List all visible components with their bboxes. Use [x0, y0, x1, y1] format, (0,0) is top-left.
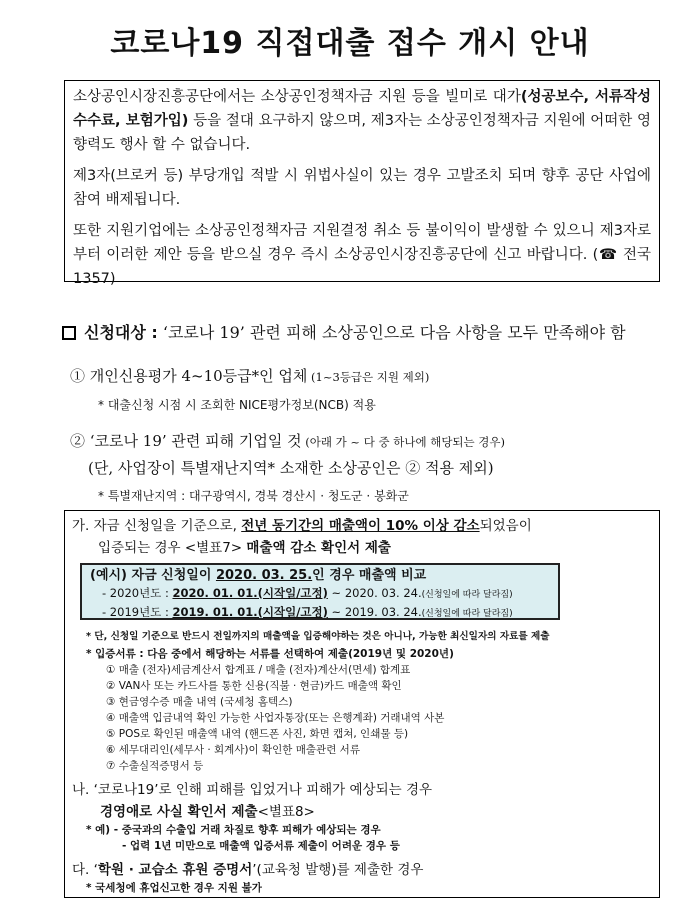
proof-document-list	[106, 662, 444, 774]
example-text: - 2020년도 :	[102, 586, 173, 600]
criteria-na-line2	[100, 800, 315, 820]
list-item: ⑤ POS로 확인된 매출액 내역 (핸드폰 사진, 화면 캡쳐, 인쇄물 등)	[106, 728, 409, 740]
ga-emphasis: 전년 동기간의 매출액이 10% 이상 감소	[241, 518, 480, 534]
criteria-text: ① 개인신용평가 4~10등급*인 업체	[70, 367, 308, 385]
section-heading	[62, 320, 626, 343]
list-item: ⑥ 세무대리인(세무사 · 회계사)이 확인한 매출관련 서류	[106, 744, 360, 756]
criteria-item-1-sub: * 대출신청 시점 시 조회한 NICE평가정보(NCB) 적용	[98, 398, 376, 412]
criteria-item-1	[70, 365, 429, 386]
ga-emphasis: 매출액 감소 확인서 제출	[246, 540, 391, 556]
checkbox-square-icon	[62, 326, 76, 340]
example-date: 2020. 03. 25.	[215, 568, 313, 583]
da-emphasis: 학원 · 교습소 휴원 증명서	[97, 862, 253, 878]
example-title	[90, 567, 550, 585]
criteria-da	[72, 858, 423, 878]
example-box	[80, 563, 560, 620]
criteria-na: 나. ‘코로나19’로 인해 피해를 입었거나 피해가 예상되는 경우	[72, 782, 433, 798]
notice-text: 소상공인시장진흥공단에서는 소상공인정책자금 지원 등을 빌미로 대가	[73, 89, 521, 105]
example-text: (예시) 자금 신청일이	[90, 568, 216, 583]
example-text: 인 경우 매출액 비교	[312, 568, 427, 583]
example-date: 2020. 01. 01.(시작일/고정)	[172, 586, 328, 600]
na-text: <별표8>	[257, 804, 315, 820]
na-example-2: - 업력 1년 미만으로 매출액 입증서류 제출이 어려운 경우 등	[122, 840, 400, 852]
ga-text: 되었음이	[479, 518, 532, 534]
criteria-item-2-exception: (단, 사업장이 특별재난지역* 소재한 소상공인은 ② 적용 제외)	[88, 459, 494, 477]
da-note: * 국세청에 휴업신고한 경우 지원 불가	[86, 882, 262, 894]
example-note: (신청일에 따라 달라짐)	[421, 609, 513, 619]
list-item: ⑦ 수출실적증명서 등	[106, 760, 204, 772]
example-row-2019	[90, 604, 550, 623]
criteria-ga-line2	[98, 536, 391, 556]
criteria-note: (아래 가 ~ 다 중 하나에 해당되는 경우)	[301, 435, 506, 449]
na-example-1: * 예) - 중국과의 수출입 거래 차질로 향후 피해가 예상되는 경우	[86, 824, 381, 836]
ga-text: 가. 자금 신청일을 기준으로,	[72, 518, 242, 534]
criteria-note: (1~3등급은 지원 제외)	[307, 370, 430, 384]
example-row-2020	[90, 585, 550, 604]
section-description: ‘코로나 19’ 관련 피해 소상공인으로 다음 사항을 모두 만족해야 함	[157, 323, 626, 342]
notice-text: 등을 절대 요구하지 않으며, 제3자는 소상공인정책자금 지원에 어떠한 영향력도 행사 할 수 없습니다.	[73, 113, 651, 153]
criteria-item-2	[70, 430, 505, 451]
na-emphasis: 경영애로 사실 확인서 제출	[100, 804, 258, 820]
list-item: ④ 매출액 입금내역 확인 가능한 사업자통장(또는 은행계좌) 거래내역 사본	[106, 712, 445, 724]
notice-paragraph-1	[73, 85, 651, 157]
note-proof-documents: * 입증서류 : 다음 중에서 해당하는 서류를 선택하여 제출(2019년 및 2020년)	[86, 648, 454, 660]
list-item: ③ 현금영수증 매출 내역 (국세청 홈텍스)	[106, 696, 293, 708]
section-label: 신청대상 :	[84, 323, 158, 342]
criteria-item-2-sub: * 특별재난지역 : 대구광역시, 경북 경산시 · 청도군 · 봉화군	[98, 489, 409, 503]
list-item: ② VAN사 또는 카드사를 통한 신용(직불 · 현금)카드 매출액 확인	[106, 680, 402, 692]
notice-paragraph-2: 제3자(브로커 등) 부당개입 적발 시 위법사실이 있는 경우 고발조치 되며 향후 공단 사업에 참여 배제됩니다.	[73, 168, 651, 208]
page-title: 코로나19 직접대출 접수 개시 안내	[110, 26, 590, 61]
example-text: ~ 2019. 03. 24.	[327, 605, 422, 619]
notice-paragraph-3: 또한 지원기업에는 소상공인정책자금 지원결정 취소 등 불이익이 발생할 수 있으니 제3자로부터 이러한 제안 등을 받으실 경우 즉시 소상공인시장진흥공단에 신고 바랍니다. (☎ 전국 1357)	[73, 223, 651, 287]
da-text: ’(교육청 발행)를 제출한 경우	[252, 862, 424, 878]
example-text: - 2019년도 :	[102, 605, 173, 619]
da-text: 다. ‘	[72, 862, 98, 878]
criteria-text: ② ‘코로나 19’ 관련 피해 기업일 것	[70, 432, 302, 450]
warning-notice-box	[64, 80, 660, 287]
notice-emphasis: (성공보수, 서류작성 수수료, 보험가입)	[73, 89, 651, 129]
criteria-ga	[72, 514, 532, 534]
example-date: 2019. 01. 01.(시작일/고정)	[172, 605, 328, 619]
note-latest-data: * 단, 신청일 기준으로 반드시 전일까지의 매출액을 입증해야하는 것은 아니나, 가능한 최신일자의 자료를 제출	[86, 631, 550, 642]
list-item: ① 매출 (전자)세금계산서 합계표 / 매출 (전자)계산서(면세) 합계표	[106, 664, 411, 676]
example-text: ~ 2020. 03. 24.	[327, 586, 422, 600]
example-note: (신청일에 따라 달라짐)	[421, 590, 513, 600]
ga-text: 입증되는 경우 <별표7>	[98, 540, 247, 556]
